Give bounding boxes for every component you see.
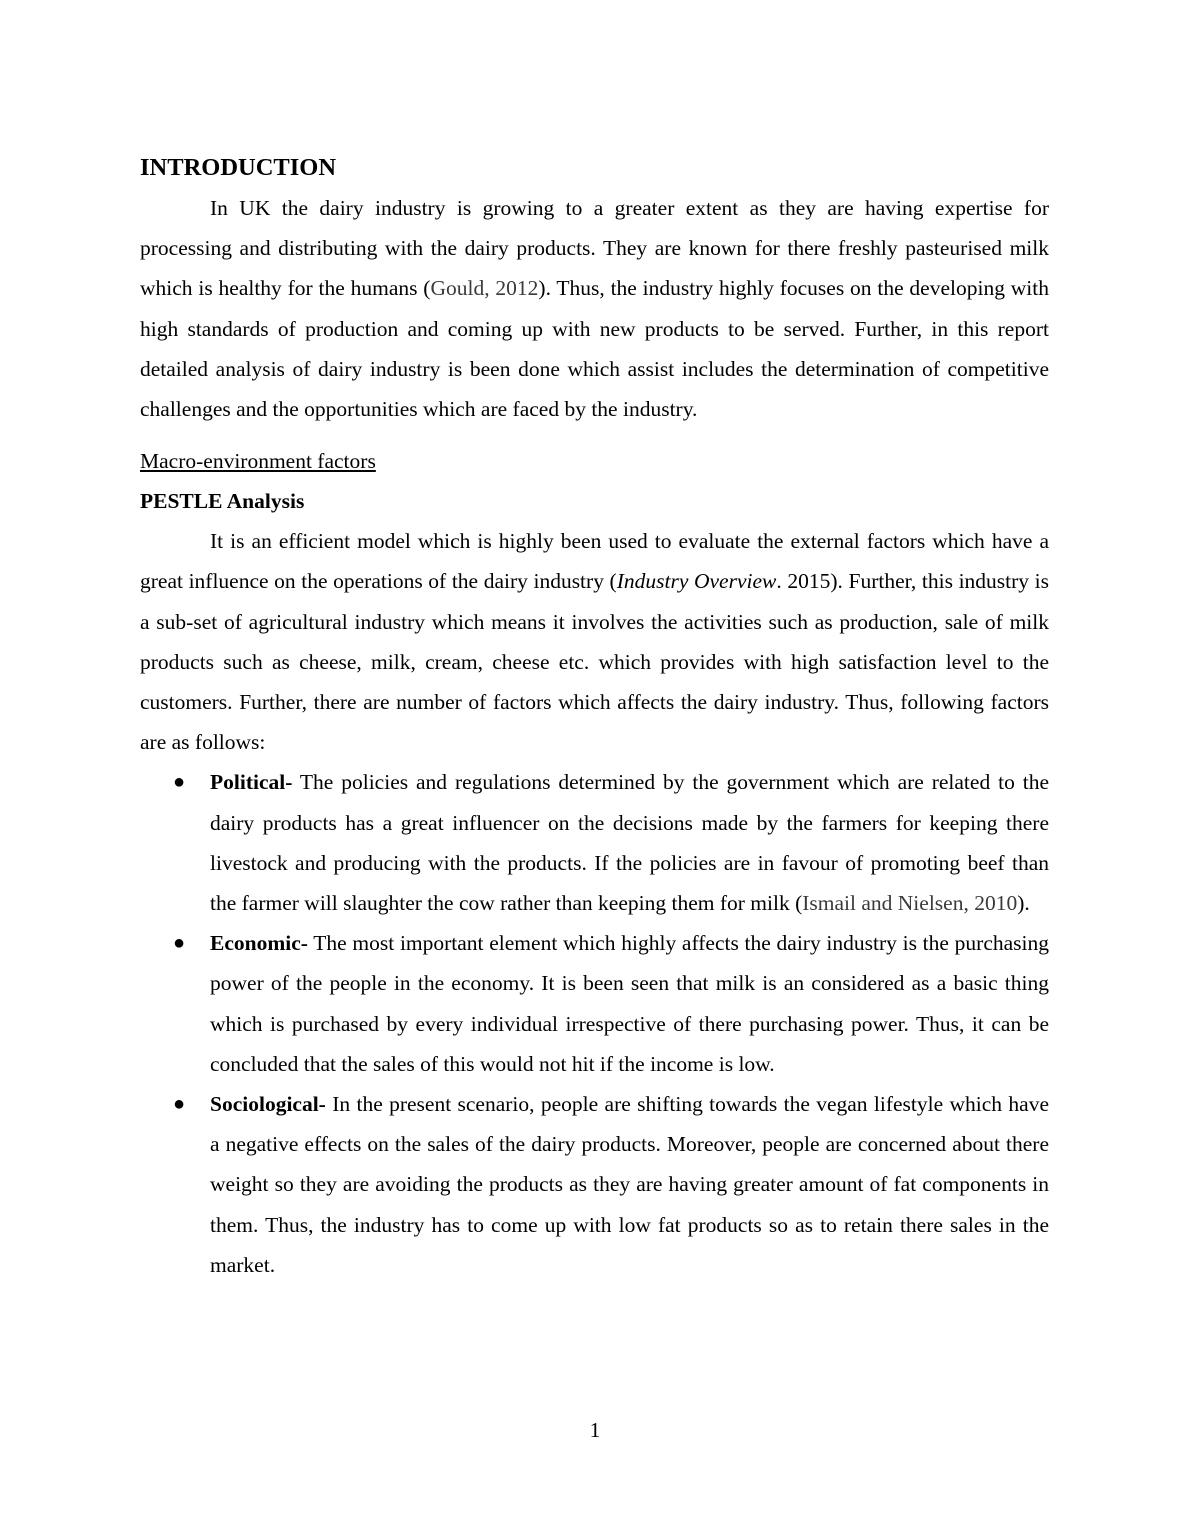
factor-text: In the present scenario, people are shifting towards the vegan lifestyle which have a negative effects on the sales of the dairy products. Moreover, people are concerned about there weight so they are avoiding the products as they are having greater amount of fat components in them. Thus, the industry has to come up with low fat products so as to retain there sales in the market. — [210, 1092, 1049, 1277]
pestle-text-part: It is an efficient model which is highly been used to evaluate the external factors which have a great influence on the operations of the dairy industry ( — [140, 529, 1049, 594]
bullet-icon: ● — [173, 932, 186, 955]
bullet-icon: ● — [173, 771, 186, 794]
list-item-sociological — [140, 1084, 1049, 1285]
list-item-economic — [140, 923, 1049, 1084]
factor-text: The policies and regulations determined by the government which are related to the dairy products has a great influencer on the decisions made by the farmers for keeping there livestock and producing with the products. If the policies are in favour of promoting beef than the farmer will slaughter the cow rather than keeping them for milk ( — [210, 770, 1049, 916]
document-body — [140, 148, 1049, 1285]
bullet-icon: ● — [173, 1093, 186, 1116]
pestle-paragraph — [140, 521, 1049, 762]
factor-label: Economic- — [210, 931, 308, 956]
page-number: 1 — [589, 1418, 601, 1442]
intro-text-part: In UK the dairy industry is growing to a greater extent as they are having expertise for processing and distributing with the dairy products. They are known for there freshly pasteurised milk which is healthy for the humans ( — [140, 196, 1049, 301]
factor-citation: Ismail and Nielsen, 2010 — [802, 891, 1018, 916]
pestle-text-part: . 2015). Further, this industry is a sub-set of agricultural industry which means it involves the activities such as production, sale of milk products such as cheese, milk, cream, cheese etc. which provides with high satisfaction level to the customers. Further, there are number of factors which affects the dairy industry. Thus, following factors are as follows: — [140, 569, 1049, 755]
factor-list — [140, 762, 1049, 1285]
factor-text: The most important element which highly affects the dairy industry is the purchasing power of the people in the economy. It is been seen that milk is an considered as a basic thing which is purchased by every individual irrespective of there purchasing power. Thus, it can be concluded that the sales of this would not hit if the income is low. — [210, 931, 1049, 1076]
section-heading: Macro-environment factors — [140, 449, 376, 474]
intro-paragraph — [140, 188, 1049, 429]
list-item-political — [140, 762, 1049, 923]
intro-citation: Gould, 2012 — [430, 276, 539, 301]
subsection-heading: PESTLE Analysis — [140, 489, 305, 514]
intro-text-part: ). Thus, the industry highly focuses on the developing with high standards of production and coming up with new products to be served. Further, in this report detailed analysis of dairy industry is been done which assist includes the determination of competitive challenges and the opportunities which are faced by the industry. — [140, 276, 1050, 422]
page-title: INTRODUCTION — [140, 154, 337, 181]
factor-text: ). — [1017, 891, 1030, 916]
pestle-citation: Industry Overview — [616, 569, 777, 594]
factor-label: Sociological- — [210, 1092, 326, 1117]
factor-label: Political- — [210, 770, 293, 795]
